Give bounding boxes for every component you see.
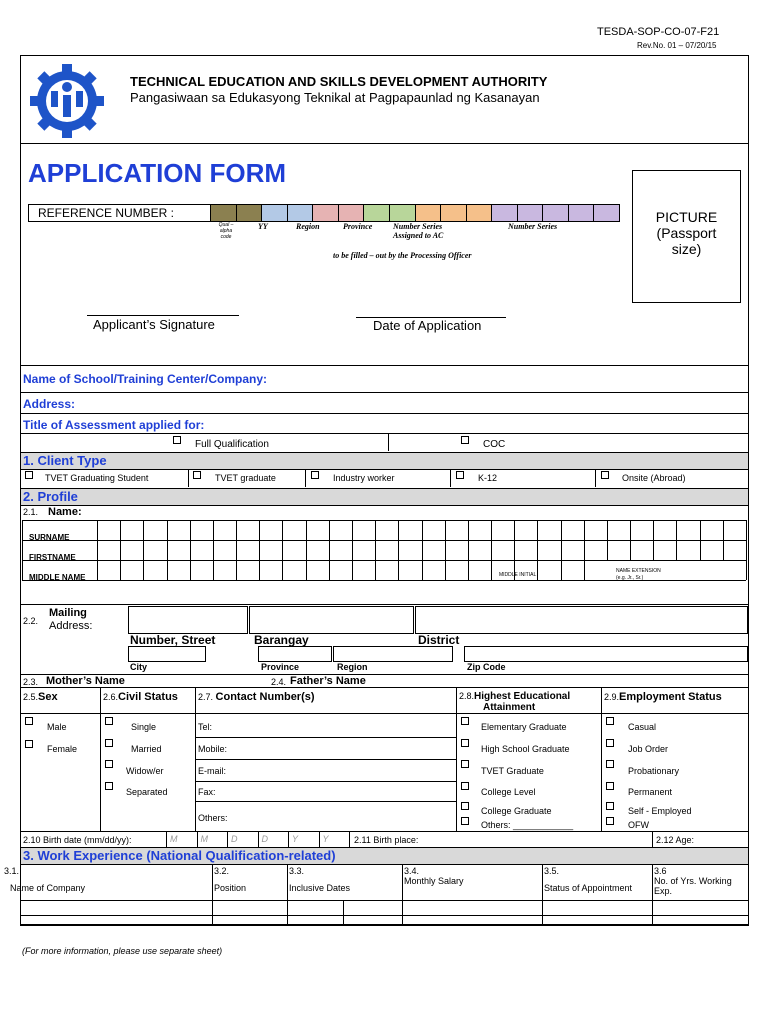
sex-option: Female [47, 744, 78, 754]
mother-number: 2.3. [23, 677, 39, 687]
divider [601, 687, 602, 831]
name-grid-line [676, 520, 677, 560]
name-grid-line [213, 520, 214, 580]
civil-option: Married [131, 744, 162, 754]
birth-date-cell[interactable]: D [258, 831, 289, 847]
educ-others-checkbox[interactable] [461, 817, 469, 825]
age-label: 2.12 Age: [656, 835, 695, 845]
educ-highschool-checkbox[interactable] [461, 739, 469, 747]
civil-option: Separated [126, 787, 168, 797]
reference-number-cell[interactable] [593, 205, 619, 221]
sex-number: 2.5. [23, 692, 39, 702]
divider [456, 687, 457, 831]
barangay-field[interactable] [249, 606, 414, 634]
work-table-line [287, 864, 288, 924]
educ-option: College Graduate [481, 806, 552, 816]
education-number: 2.8. [459, 691, 475, 701]
name-grid-line [22, 560, 746, 561]
divider [595, 469, 596, 487]
educ-college-level-checkbox[interactable] [461, 782, 469, 790]
name-grid-line [22, 520, 746, 521]
header-divider [20, 143, 748, 144]
ref-legend-number-series: Number Series [508, 222, 558, 231]
divider [20, 365, 748, 366]
ref-legend-yy: YY [258, 222, 268, 231]
divider [196, 737, 456, 738]
client-type-checkbox-k12[interactable] [456, 471, 464, 479]
name-grid-line [22, 540, 746, 541]
name-grid-line [561, 520, 562, 580]
employment-number: 2.9. [604, 692, 620, 702]
work-column-label: Inclusive Dates [289, 883, 351, 893]
picture-label-2: (Passport [656, 225, 717, 241]
middle-name-label: MIDDLE NAME [29, 573, 86, 582]
emp-probationary-checkbox[interactable] [606, 760, 614, 768]
name-grid-line [352, 520, 353, 580]
sex-option: Male [47, 722, 67, 732]
sex-female-checkbox[interactable] [25, 740, 33, 748]
name-grid-line [398, 520, 399, 580]
educ-option: Elementary Graduate [481, 722, 567, 732]
name-grid-line [468, 520, 469, 580]
emp-option: Job Order [628, 744, 669, 754]
birth-date-cell[interactable]: Y [288, 831, 319, 847]
reference-number-cell[interactable] [542, 205, 568, 221]
reference-number-cell[interactable] [211, 205, 236, 221]
education-label-2: Attainment [483, 702, 536, 713]
father-number: 2.4. [271, 677, 287, 687]
tesda-logo [27, 61, 107, 141]
coc-checkbox[interactable] [461, 436, 469, 444]
divider [388, 433, 389, 451]
province-field[interactable] [258, 646, 332, 662]
profile-title: 2. Profile [23, 489, 78, 504]
work-experience-table[interactable] [0, 864, 748, 924]
ref-legend-number-series-ac: Number Series Assigned to AC [393, 222, 444, 240]
client-type-option: Industry worker [333, 473, 395, 483]
address-label: Address: [23, 397, 76, 411]
org-name: TECHNICAL EDUCATION AND SKILLS DEVELOPMENT AUTHORITY [130, 74, 548, 89]
ref-legend-qual: Qual – alpha code [218, 222, 234, 240]
work-column-number: 3.6 [654, 866, 667, 876]
contact-header [198, 691, 315, 703]
client-type-checkbox-industry-worker[interactable] [311, 471, 319, 479]
birth-date-cell[interactable]: M [197, 831, 228, 847]
contact-email: E-mail: [198, 766, 227, 776]
name-grid-line [329, 520, 330, 580]
work-column-number: 3.5. [544, 866, 560, 876]
coc-label: COC [483, 439, 506, 450]
emp-permanent-checkbox[interactable] [606, 782, 614, 790]
name-grid-line [537, 520, 538, 580]
divider [20, 604, 748, 605]
reference-number-cell[interactable] [312, 205, 338, 221]
name-grid-line [630, 520, 631, 560]
birth-date-cell[interactable]: D [227, 831, 258, 847]
firstname-label: FIRSTNAME [29, 553, 76, 562]
mailing-label: Mailing [49, 607, 87, 619]
reference-number-cell[interactable] [287, 205, 313, 221]
educ-option: College Level [481, 787, 536, 797]
region-label: Region [337, 662, 368, 672]
middle-initial-label: MIDDLE INITIAL [499, 572, 537, 578]
mother-label: Mother’s Name [46, 675, 125, 687]
employment-label: Employment Status [619, 691, 722, 703]
work-table-line [20, 900, 748, 901]
reference-number-cell[interactable] [389, 205, 415, 221]
reference-number-cell[interactable] [440, 205, 466, 221]
name-number: 2.1. [23, 507, 39, 517]
work-column-number: 3.4. [404, 866, 420, 876]
reference-number-label-box [28, 204, 211, 222]
divider [100, 687, 101, 831]
birth-date-label: 2.10 Birth date (mm/dd/yy): [23, 835, 132, 845]
civil-number: 2.6. [103, 692, 119, 702]
civil-widow-checkbox[interactable] [105, 760, 113, 768]
birth-date-cell[interactable]: Y [319, 831, 350, 847]
divider [20, 674, 748, 675]
revision-number: Rev.No. 01 – 07/20/15 [637, 41, 717, 50]
client-type-option: TVET graduate [215, 473, 276, 483]
footnote: (For more information, please use separate sheet) [22, 946, 223, 956]
contact-tel: Tel: [198, 722, 213, 732]
divider [652, 831, 653, 847]
civil-option: Widow/er [126, 766, 164, 776]
client-type-title: 1. Client Type [23, 453, 107, 468]
reference-number-cell[interactable] [568, 205, 594, 221]
reference-number-cell[interactable] [491, 205, 517, 221]
name-grid-line [584, 520, 585, 580]
birth-date-cell-border [349, 831, 350, 847]
educ-option: Others: ____________ [481, 820, 574, 830]
full-qualification-checkbox[interactable] [173, 436, 181, 444]
contact-others: Others: [198, 813, 228, 823]
reference-number-label: REFERENCE NUMBER : [38, 206, 175, 220]
divider [196, 781, 456, 782]
province-label: Province [261, 662, 300, 672]
name-grid-line [422, 520, 423, 580]
picture-label: PICTURE [655, 209, 718, 225]
contact-mobile: Mobile: [198, 744, 228, 754]
work-column-label: Position [214, 883, 247, 893]
district-label: District [418, 633, 460, 647]
divider [20, 831, 748, 832]
divider [20, 687, 748, 688]
civil-married-checkbox[interactable] [105, 739, 113, 747]
zip-code-field[interactable] [464, 646, 748, 662]
reference-number-cell[interactable] [466, 205, 492, 221]
emp-option: OFW [628, 820, 649, 830]
name-grid-line [97, 520, 98, 580]
document-code: TESDA-SOP-CO-07-F21 [597, 26, 720, 38]
reference-number-cell[interactable] [236, 205, 262, 221]
civil-separated-checkbox[interactable] [105, 782, 113, 790]
name-grid-line [259, 520, 260, 580]
form-title: APPLICATION FORM [28, 158, 287, 188]
divider [20, 433, 748, 434]
emp-option: Casual [628, 722, 657, 732]
full-qualification-label: Full Qualification [195, 439, 269, 450]
ref-note: to be filled – out by the Processing Officer [333, 251, 472, 260]
work-table-line [20, 915, 748, 916]
contact-fax: Fax: [198, 787, 216, 797]
reference-number-cell[interactable] [261, 205, 287, 221]
ref-legend-province: Province [343, 222, 373, 231]
civil-option: Single [131, 722, 157, 732]
signature-label: Applicant’s Signature [93, 317, 215, 332]
reference-number-cells[interactable] [210, 204, 620, 222]
name-grid-line [653, 520, 654, 560]
work-table-line [343, 900, 344, 924]
reference-number-cell[interactable] [517, 205, 543, 221]
name-grid-line [375, 520, 376, 580]
educ-option: High School Graduate [481, 744, 570, 754]
emp-self-employed-checkbox[interactable] [606, 802, 614, 810]
name-grid-line [514, 520, 515, 580]
civil-label: Civil Status [118, 691, 178, 703]
assessment-label: Title of Assessment applied for: [23, 418, 205, 432]
father-label: Father’s Name [290, 675, 366, 687]
contact-number: 2.7. [198, 692, 214, 702]
name-grid-line [746, 520, 747, 580]
name-grid-line [723, 520, 724, 560]
contact-label: Contact Number(s) [215, 691, 315, 703]
work-column-label: Name of Company [10, 883, 86, 893]
divider [20, 392, 748, 393]
work-table-line [212, 864, 213, 924]
emp-ofw-checkbox[interactable] [606, 817, 614, 825]
educ-tvet-checkbox[interactable] [461, 760, 469, 768]
name-grid-line [236, 520, 237, 580]
mailing-label-2: Address: [49, 620, 93, 632]
barangay-label: Barangay [254, 633, 309, 647]
divider [196, 759, 456, 760]
number-street-label: Number, Street [130, 633, 216, 647]
profile-band [21, 488, 748, 506]
civil-header [103, 691, 178, 703]
divider [20, 713, 748, 714]
birth-date-cell[interactable]: M [166, 831, 197, 847]
name-grid-line [190, 520, 191, 580]
sex-header [23, 691, 58, 703]
sex-label: Sex [38, 691, 58, 703]
emp-casual-checkbox[interactable] [606, 717, 614, 725]
client-type-band [21, 452, 748, 470]
picture-box[interactable] [632, 170, 741, 303]
emp-option: Self - Employed [628, 806, 692, 816]
divider [305, 469, 306, 487]
work-column-number: 3.3. [289, 866, 305, 876]
work-table-line [20, 864, 748, 865]
org-name-filipino: Pangasiwaan sa Edukasyong Teknikal at Pagpapaunlad ng Kasanayan [130, 90, 540, 105]
name-grid-line [22, 520, 23, 580]
name-label [48, 506, 82, 518]
name-label-text: Name [48, 506, 78, 518]
mailing-number: 2.2. [23, 616, 39, 626]
name-grid-line [491, 520, 492, 580]
work-table-line [20, 924, 748, 925]
civil-single-checkbox[interactable] [105, 717, 113, 725]
region-field[interactable] [333, 646, 453, 662]
name-grid-line [607, 520, 608, 560]
reference-number-cell[interactable] [338, 205, 364, 221]
district-field[interactable] [415, 606, 748, 634]
work-column-number: 3.2. [214, 866, 230, 876]
work-experience-title: 3. Work Experience (National Qualification-related) [23, 848, 336, 863]
birth-place-label: 2.11 Birth place: [354, 835, 419, 845]
emp-job-order-checkbox[interactable] [606, 739, 614, 747]
number-street-field[interactable] [128, 606, 248, 634]
client-type-option: Onsite (Abroad) [622, 473, 686, 483]
reference-number-cell[interactable] [363, 205, 389, 221]
client-type-checkbox-tvet-graduating[interactable] [25, 471, 33, 479]
school-label: Name of School/Training Center/Company: [23, 372, 268, 386]
ref-legend-region: Region [296, 222, 320, 231]
surname-label: SURNAME [29, 533, 70, 542]
name-extension-label: NAME EXTENSION [616, 568, 661, 574]
name-grid-line [306, 520, 307, 580]
work-table-line [542, 864, 543, 924]
client-type-checkbox-tvet-graduate[interactable] [193, 471, 201, 479]
name-grid-line [445, 520, 446, 580]
name-grid-line [143, 520, 144, 580]
zip-code-label: Zip Code [467, 662, 506, 672]
name-label-colon: : [77, 506, 82, 518]
sex-male-checkbox[interactable] [25, 717, 33, 725]
city-field[interactable] [128, 646, 206, 662]
name-grid-line [167, 520, 168, 580]
divider [450, 469, 451, 487]
divider [196, 801, 456, 802]
work-column-number: 3.1. [4, 866, 20, 876]
educ-elementary-checkbox[interactable] [461, 717, 469, 725]
divider [188, 469, 189, 487]
name-grid-line [700, 520, 701, 560]
educ-option: TVET Graduate [481, 766, 544, 776]
name-grid-line [282, 520, 283, 580]
client-type-checkbox-onsite[interactable] [601, 471, 609, 479]
name-extension-example: (e.g. Jr., Sr.) [616, 575, 644, 581]
divider [20, 413, 748, 414]
work-column-label: Monthly Salary [404, 876, 464, 886]
name-grid-line [120, 520, 121, 580]
emp-option: Probationary [628, 766, 680, 776]
emp-option: Permanent [628, 787, 673, 797]
reference-number-cell[interactable] [415, 205, 441, 221]
employment-header [604, 691, 722, 703]
work-table-line [402, 864, 403, 924]
client-type-option: TVET Graduating Student [45, 473, 149, 483]
city-label: City [130, 662, 148, 672]
client-type-option: K-12 [478, 473, 498, 483]
date-of-application-label: Date of Application [373, 318, 482, 333]
picture-label-3: size) [671, 241, 702, 257]
work-column-label: No. of Yrs. Working Exp. [654, 876, 732, 896]
education-header [459, 691, 570, 702]
education-label: Highest Educational [474, 691, 571, 702]
signature-line[interactable] [87, 315, 239, 316]
birth-date-cells[interactable] [166, 831, 350, 847]
work-table-line [652, 864, 653, 924]
educ-college-graduate-checkbox[interactable] [461, 802, 469, 810]
work-column-label: Status of Appointment [544, 883, 633, 893]
